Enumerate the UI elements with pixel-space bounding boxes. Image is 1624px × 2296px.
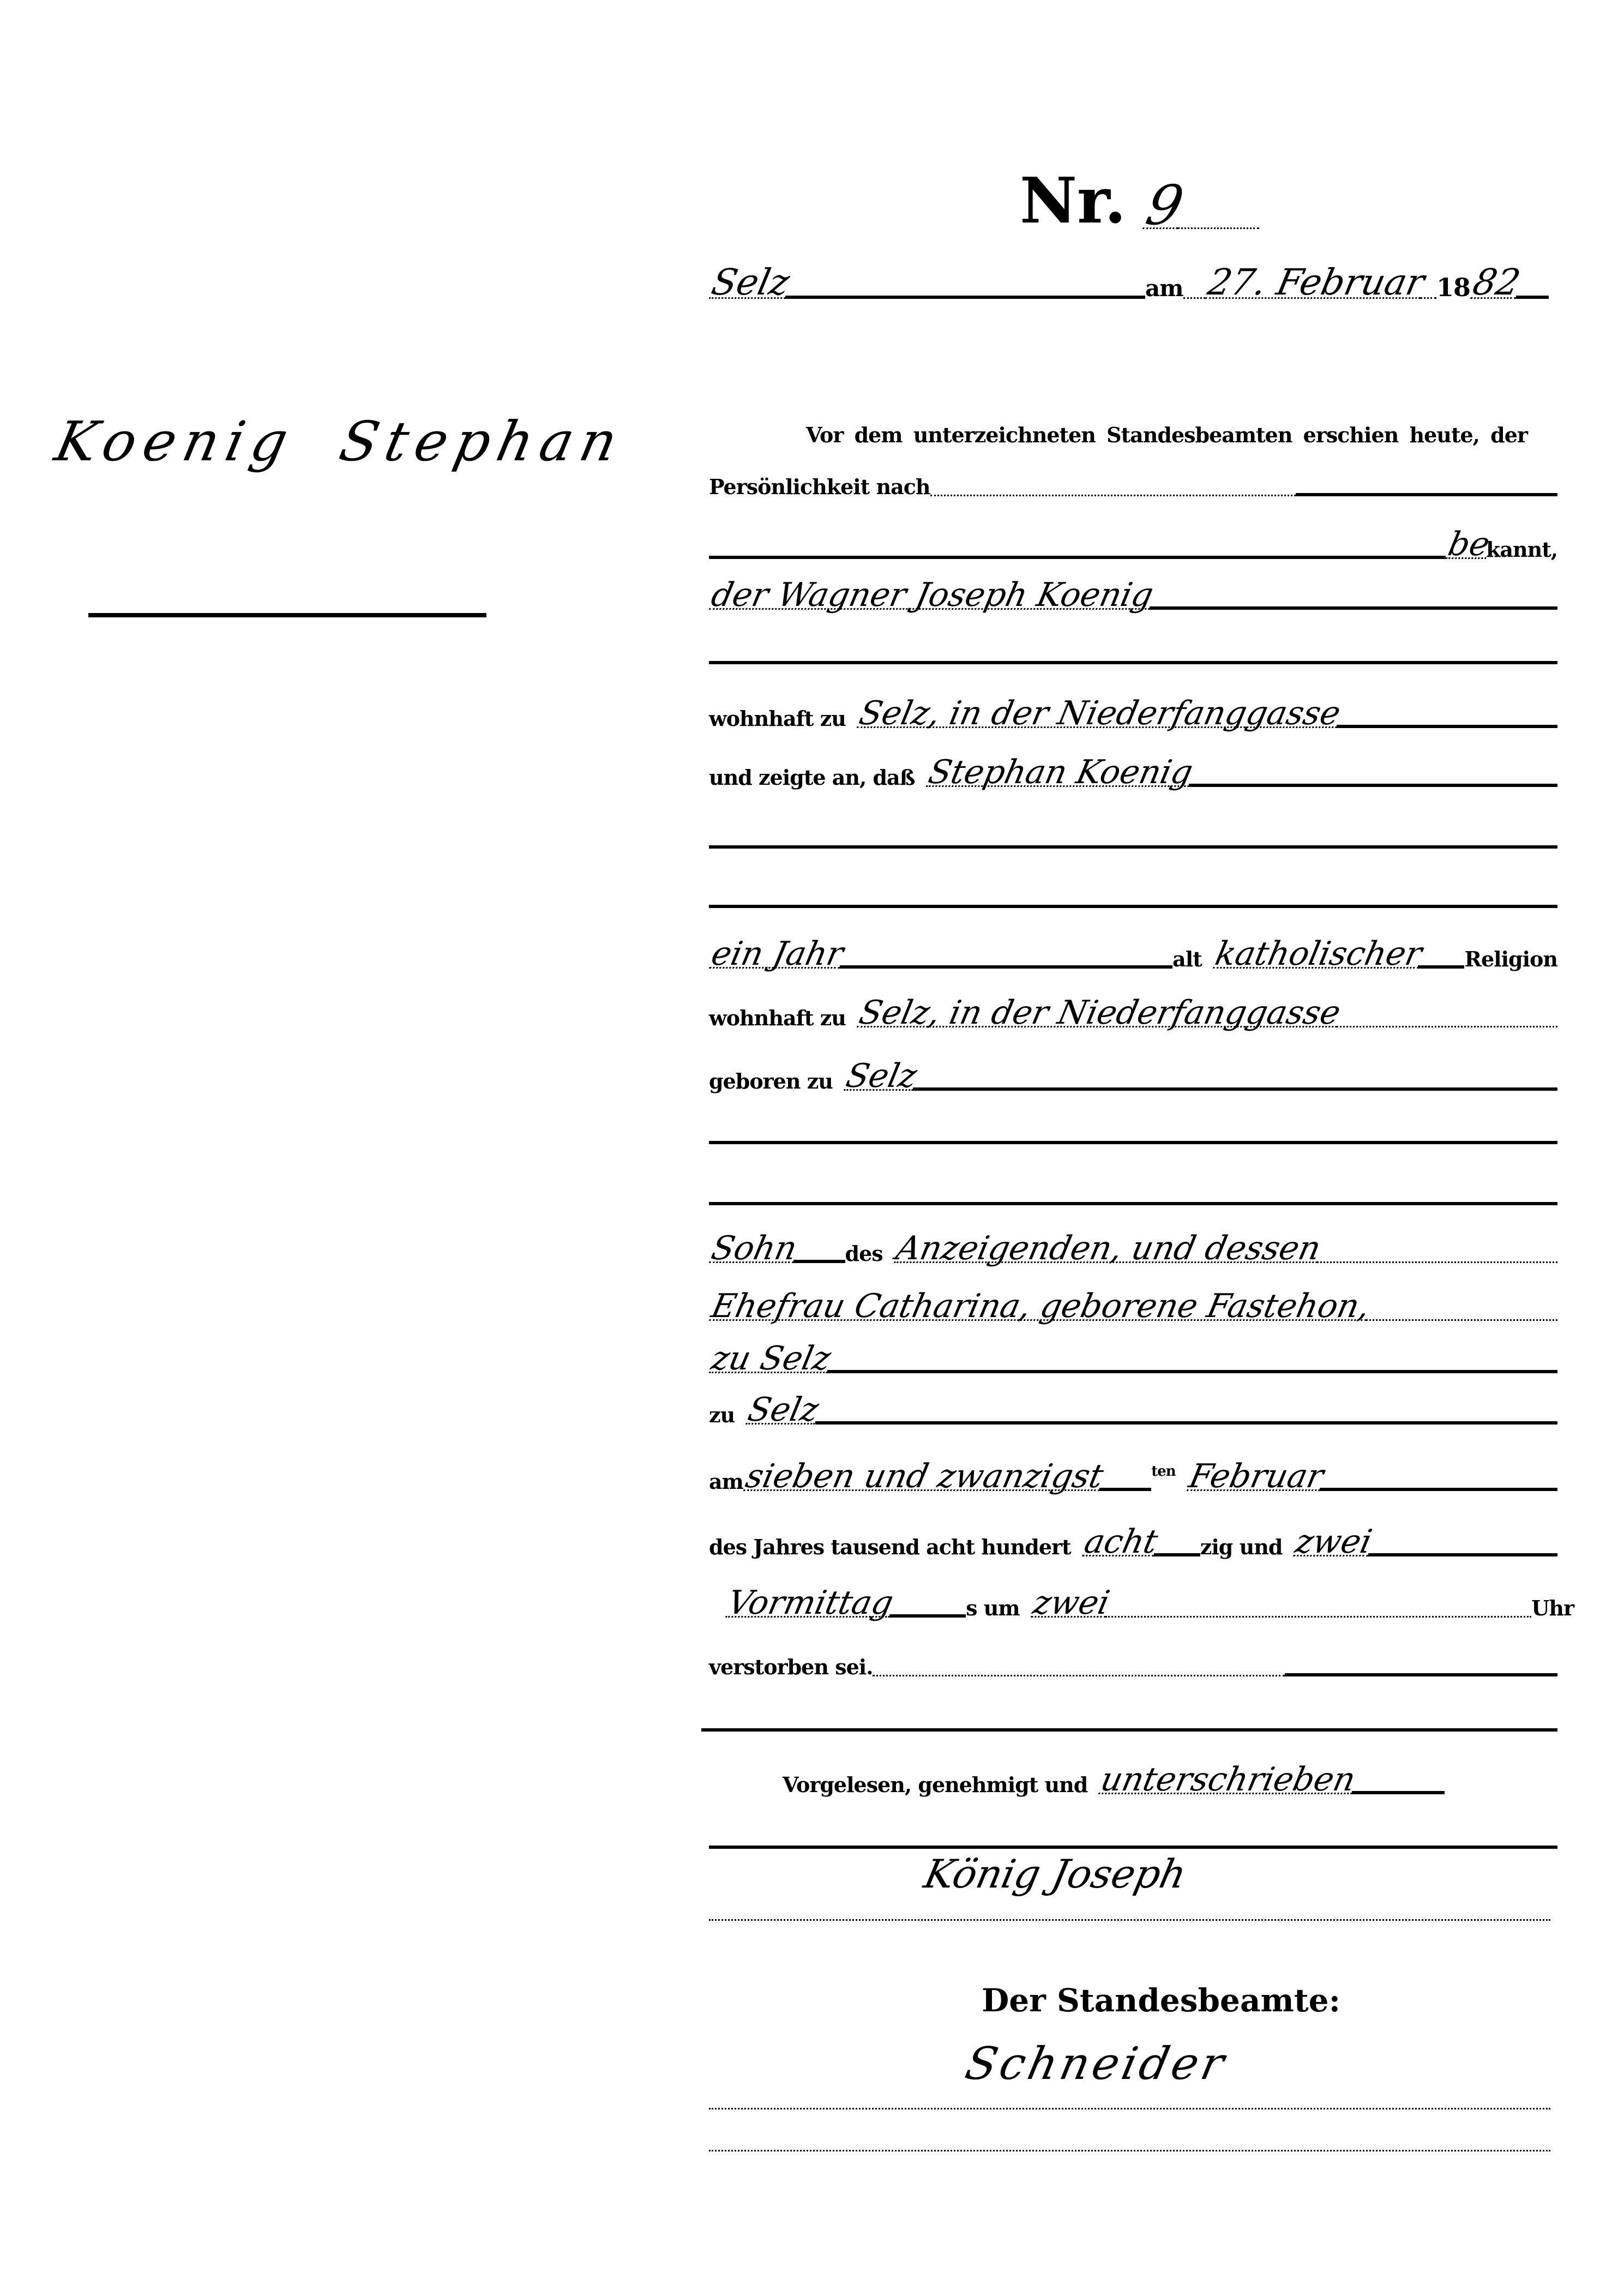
rule-filler [840,965,1173,969]
zig-und-label: zig und [1200,1534,1283,1559]
margin-name: Koenig Stephan [50,410,630,473]
rule-filler [1189,784,1557,787]
am-label: am [1145,275,1183,302]
death-day-value: sieben und zwanzigst [742,1457,1107,1495]
age-religion-row [708,925,1557,973]
s-um-label: s um [966,1595,1020,1620]
intro-text: Vor dem unterzeichneten Standesbeamten erschien heute, der [806,422,1527,447]
rule-filler [1317,1261,1557,1263]
rule-filler [1337,725,1557,728]
rule-filler [1337,1026,1557,1027]
margin-underline [88,613,486,617]
rule-filler [1105,1616,1531,1618]
intro-row [806,401,1556,447]
nr-label: Nr. [1020,164,1127,238]
declarant-residence: Selz, in der Niederfanggasse [856,694,1344,732]
uhr-label: Uhr [1531,1595,1574,1620]
rule-filler [873,1675,1285,1676]
bekannt-script: be [1445,525,1494,563]
rule-filler [930,495,1296,496]
declarant-name: der Wagner Joseph Koenig [708,576,1157,614]
birthplace-value: Selz [843,1057,921,1095]
parents-residence-row [708,1330,1557,1378]
alt-label: alt [1172,946,1202,971]
daytime-value: Vormittag [724,1584,897,1622]
record-number-row [1020,158,1271,238]
closing-printed-label: Vorgelesen, genehmigt und [783,1772,1088,1797]
rule-filler [815,1421,1557,1425]
hour-value: zwei [1029,1584,1113,1622]
year-unit-value: zwei [1292,1523,1376,1561]
father-reference: Anzeigenden, und dessen [892,1229,1324,1267]
signature-rule [709,1919,1550,1921]
verstorben-row [709,1633,1557,1679]
jahres-label: des Jahres tausend acht hundert [709,1534,1071,1559]
death-month-value: Februar [1186,1457,1327,1495]
death-place-row [709,1381,1557,1429]
rule-filler [1177,227,1259,229]
wohnhaft-zu-label: wohnhaft zu [709,706,846,731]
blank-rule [701,1728,1557,1732]
rule-filler [785,296,1145,299]
closing-row [783,1751,1494,1799]
age-value: ein Jahr [708,935,847,973]
blank-rule [709,1846,1557,1849]
dateline-day-month: 27. Februar [1204,261,1428,304]
bottom-rule [709,2150,1550,2151]
parentage-row [708,1219,1557,1267]
blank-rule [709,1141,1557,1144]
rule-filler [1352,1791,1445,1794]
des-label: des [845,1241,883,1266]
kannt-label: kannt, [1486,537,1557,562]
rule-filler [913,1087,1557,1091]
blank-rule [709,905,1557,908]
birthplace-row [709,1047,1557,1095]
rule-filler [1154,1553,1200,1556]
declarant-row [708,566,1557,614]
bekannt-row [709,515,1557,563]
rule-filler [1368,1553,1557,1556]
death-year-row [709,1513,1557,1561]
rule-filler [1366,1319,1557,1321]
rule-filler [1516,296,1549,299]
am-label: am [709,1469,743,1494]
registrar-signature: Schneider [960,2038,1232,2090]
record-number-value: 9 [1140,173,1189,237]
dateline-row [708,244,1549,304]
signature-rule [709,2108,1550,2109]
rule-filler [1320,1488,1557,1491]
rule-filler [1183,297,1205,299]
death-place-value: Selz [744,1391,822,1429]
wohnhaft-zu-label: wohnhaft zu [709,1005,846,1030]
sohn-script: Sohn [708,1229,801,1267]
year-written: 82 [1469,261,1524,304]
zeigte-an-label: und zeigte an, daß [709,765,915,790]
blank-rule [709,661,1557,664]
dateline-place: Selz [708,261,793,304]
identity-row [709,453,1557,499]
deceased-name: Stephan Koenig [924,753,1196,791]
death-date-row [709,1447,1557,1495]
blank-rule [709,1202,1557,1205]
rule-filler [1420,297,1436,299]
religion-label: Religion [1464,946,1557,971]
year-century-printed: 18 [1436,272,1471,302]
rule-filler [889,1614,966,1618]
rule-filler [793,1260,845,1263]
deceased-residence: Selz, in der Niederfanggasse [856,994,1344,1032]
death-time-row [709,1574,1574,1622]
declarant-signature: König Joseph [920,1851,1191,1897]
ten-suffix-label: ten [1151,1463,1176,1480]
rule-filler [1285,1673,1557,1676]
mother-row [708,1277,1557,1325]
decade-value: acht [1080,1523,1161,1561]
zu-label: zu [709,1402,735,1427]
closing-script-value: unterschrieben [1097,1760,1360,1799]
deceased-residence-row [709,984,1557,1032]
rule-filler [1099,1488,1151,1491]
rule-filler [827,1370,1557,1373]
religion-value: katholischer [1212,935,1425,973]
mother-name: Ehefrau Catharina, geborene Fastehon, [708,1287,1374,1325]
geboren-zu-label: geboren zu [709,1068,833,1093]
rule-filler [1296,493,1557,496]
parents-residence: zu Selz [708,1339,834,1378]
deceased-name-row [709,743,1557,791]
rule-filler [709,556,1446,559]
rule-filler [1150,606,1557,610]
blank-rule [709,845,1557,849]
verstorben-label: verstorben sei. [709,1654,873,1679]
persoenlichkeit-label: Persönlichkeit nach [709,474,930,499]
rule-filler [1418,965,1464,969]
registrar-label: Der Standesbeamte: [982,1982,1340,2019]
declarant-residence-row [709,684,1557,732]
